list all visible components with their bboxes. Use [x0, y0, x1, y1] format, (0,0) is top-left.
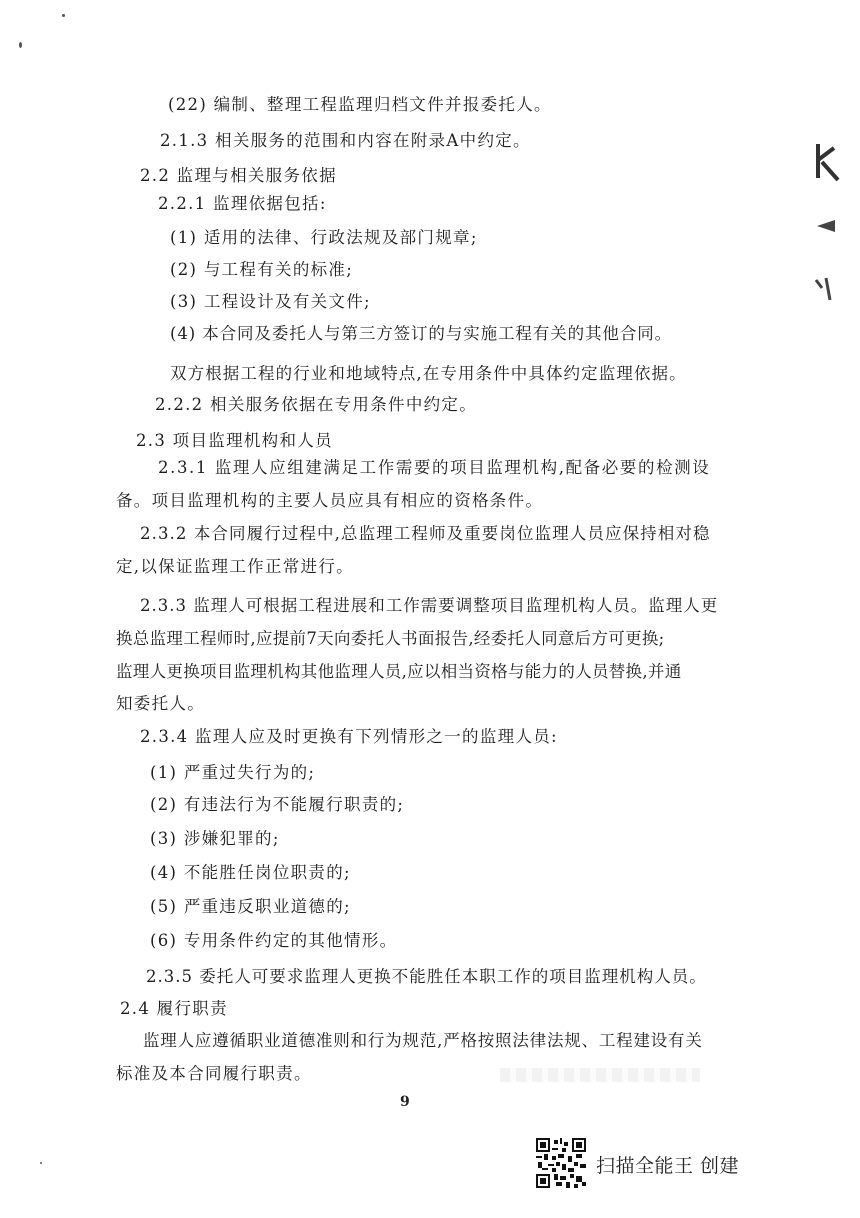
text-line-2-3-3-a: 2.3.3 监理人可根据工程进展和工作需要调整项目监理机构人员。监理人更 [140, 596, 719, 615]
list-item-basis-3: (3) 工程设计及有关文件; [170, 292, 371, 311]
list-item-basis-2: (2) 与工程有关的标准; [170, 260, 354, 279]
text-line-2-3-4: 2.3.4 监理人应及时更换有下列情形之一的监理人员: [140, 727, 558, 746]
text-line-2-1-3: 2.1.3 相关服务的范围和内容在附录A中约定。 [160, 131, 531, 150]
list-item-replace-3: (3) 涉嫌犯罪的; [150, 829, 280, 848]
list-item-replace-2: (2) 有违法行为不能履行职责的; [150, 795, 405, 814]
text-line-2-3-2-a: 2.3.2 本合同履行过程中,总监理工程师及重要岗位监理人员应保持相对稳 [140, 524, 711, 543]
text-line-2-3-3-b: 换总监理工程师时,应提前7天向委托人书面报告,经委托人同意后方可更换; [116, 629, 665, 648]
text-line-2-3-5: 2.3.5 委托人可要求监理人更换不能胜任本职工作的项目监理机构人员。 [146, 967, 707, 986]
scan-speck [40, 1162, 42, 1164]
list-item-basis-4: (4) 本合同及委托人与第三方签订的与实施工程有关的其他合同。 [170, 324, 673, 343]
section-heading-2-4: 2.4 履行职责 [120, 999, 228, 1018]
page-number: 9 [400, 1094, 410, 1110]
edge-mark-icon [812, 138, 842, 188]
text-line-2-3-1-b: 备。项目监理机构的主要人员应具有相应的资格条件。 [116, 491, 544, 510]
text-line-basis-note: 双方根据工程的行业和地域特点,在专用条件中具体约定监理依据。 [170, 364, 687, 383]
text-line-2-2-1: 2.2.1 监理依据包括: [158, 194, 327, 213]
edge-arrow-icon [815, 218, 837, 234]
text-line-2-2-2: 2.2.2 相关服务依据在专用条件中约定。 [155, 395, 478, 414]
text-line-2-3-2-b: 定,以保证监理工作正常进行。 [116, 557, 354, 576]
scan-speck [19, 42, 22, 48]
faint-bleed-through [500, 1068, 700, 1082]
text-line-2-4-b: 标准及本合同履行职责。 [116, 1064, 312, 1083]
list-item-replace-5: (5) 严重违反职业道德的; [150, 897, 351, 916]
scan-speck [62, 14, 65, 17]
scanner-watermark-label: 扫描全能王 创建 [596, 1155, 740, 1177]
section-heading-2-2: 2.2 监理与相关服务依据 [140, 166, 337, 185]
section-heading-2-3: 2.3 项目监理机构和人员 [136, 431, 333, 450]
list-item-replace-6: (6) 专用条件约定的其他情形。 [150, 931, 398, 950]
edge-fragment-icon [812, 276, 836, 304]
text-line-22-archive: (22) 编制、整理工程监理归档文件并报委托人。 [168, 95, 552, 114]
list-item-replace-1: (1) 严重过失行为的; [150, 763, 316, 782]
text-line-2-3-1-a: 2.3.1 监理人应组建满足工作需要的项目监理机构,配备必要的检测设 [158, 458, 711, 477]
text-line-2-3-3-c: 监理人更换项目监理机构其他监理人员,应以相当资格与能力的人员替换,并通 [116, 662, 682, 681]
text-line-2-4-a: 监理人应遵循职业道德准则和行为规范,严格按照法律法规、工程建设有关 [143, 1031, 703, 1050]
text-line-2-3-3-d: 知委托人。 [116, 694, 205, 713]
qr-code-icon [536, 1138, 586, 1188]
list-item-replace-4: (4) 不能胜任岗位职责的; [150, 863, 351, 882]
list-item-basis-1: (1) 适用的法律、行政法规及部门规章; [170, 228, 478, 247]
